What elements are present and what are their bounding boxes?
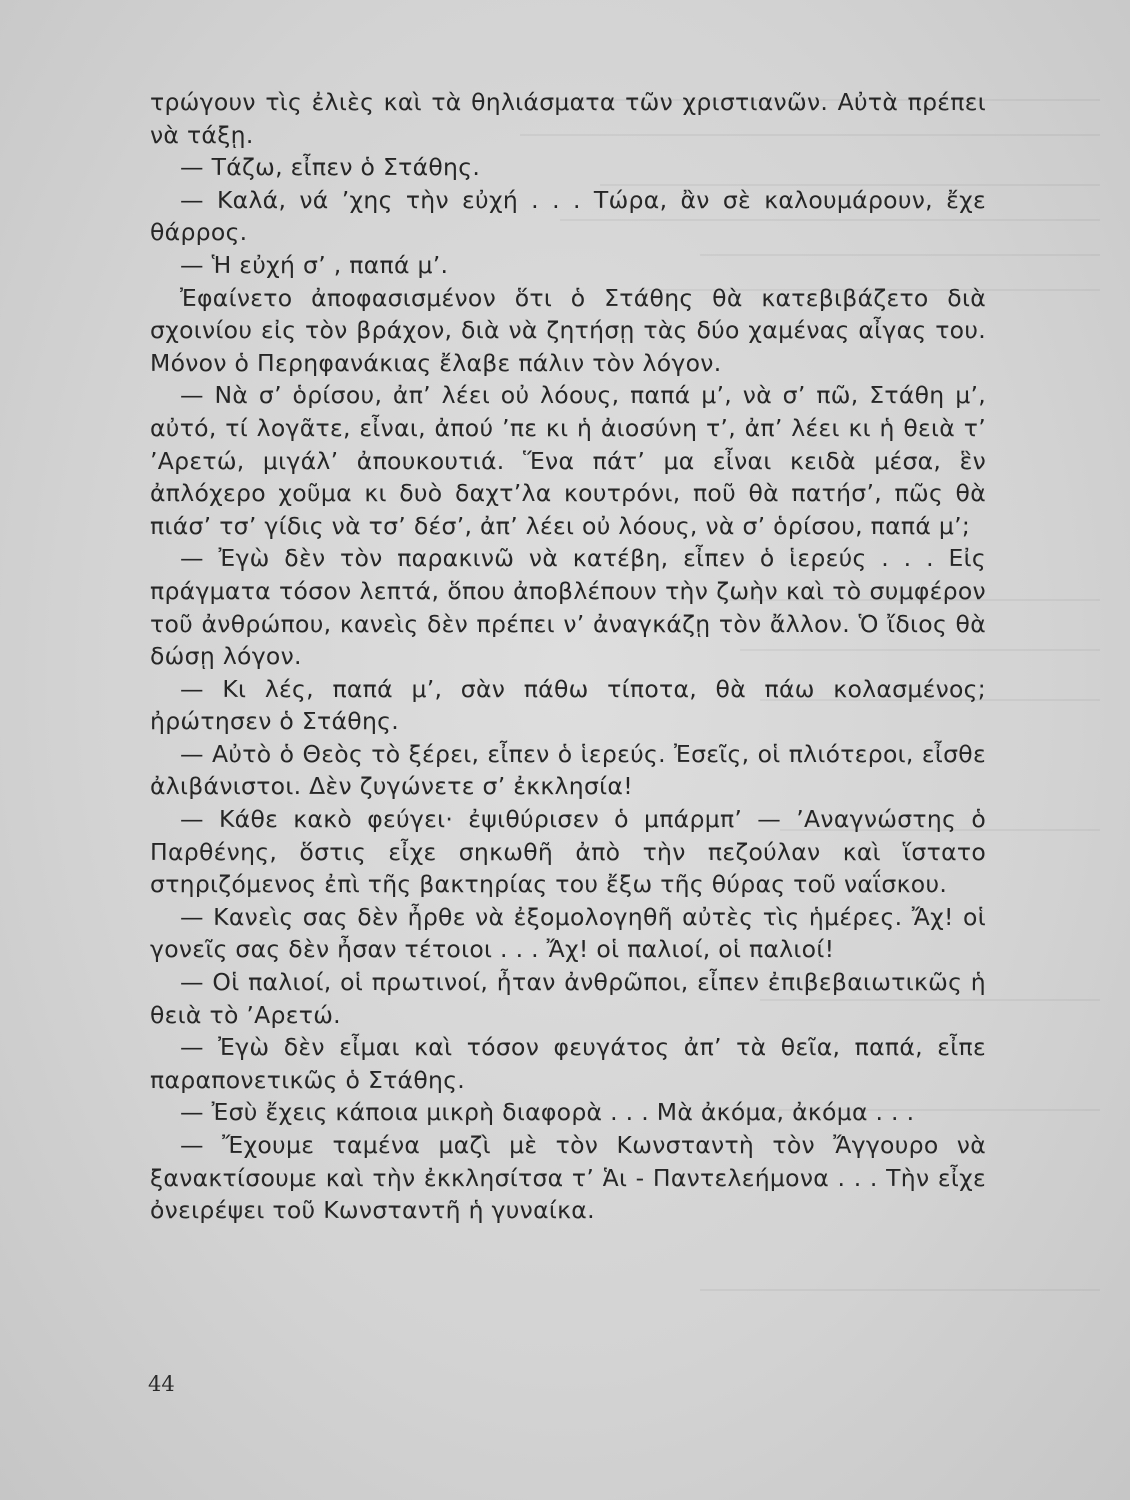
body-text — [150, 86, 986, 1227]
paragraph: — Κάθε κακὸ φεύγει· ἐψιθύρισεν ὁ μπάρμπ’ — ’Αναγνώστης ὁ Παρθένης, ὅστις εἶχε σηκωθῆ ἀπὸ τὴν πεζούλαν καὶ ἵστατο στηριζόμενος ἐπὶ τῆς βακτηρίας του ἔξω τῆς θύρας τοῦ ναΐσκου. — [150, 805, 986, 899]
paragraph: — Ἐγὼ δὲν εἶμαι καὶ τόσον φευγάτος ἀπ’ τὰ θεῖα, παπά, εἶπε παραπονετικῶς ὁ Στάθης. — [150, 1033, 986, 1094]
paragraph: — Κι λές, παπά μ’, σὰν πάθω τίποτα, θὰ πάω κολασμένος; ἠρώτησεν ὁ Στάθης. — [150, 674, 986, 736]
paragraph: — Ἔχουμε ταμένα μαζὶ μὲ τὸν Κωνσταντὴ τὸν Ἄγγουρο νὰ ξανακτίσουμε καὶ τὴν ἐκκλησίτσα τ’ Ἁι - Παντελεήμονα . . . Τὴν εἶχε ὀνειρέψει τοῦ Κωνσταντῆ ἡ γυναίκα. — [150, 1131, 986, 1225]
paragraph: — Καλά, νά ’χης τὴν εὐχή . . . Τώρα, ἂν σὲ καλουμάρουν, ἔχε θάρρος. — [150, 185, 986, 247]
paragraph: τρώγουν τὶς ἐλιὲς καὶ τὰ θηλιάσματα τῶν χριστιανῶν. Αὐτὰ πρέπει νὰ τάξῃ. — [150, 88, 986, 149]
page-number: 44 — [148, 1372, 175, 1396]
paragraph: — Ἐγὼ δὲν τὸν παρακινῶ νὰ κατέβη, εἶπεν ὁ ἱερεύς . . . Εἰς πράγματα τόσον λεπτά, ὅπου ἀποβλέπουν τὴν ζωὴν καὶ τὸ συμφέρον τοῦ ἀνθρώπου, κανεὶς δὲν πρέπει ν’ ἀναγκάζῃ τὸν ἄλλον. Ὁ ἴδιος θὰ δώσῃ λόγον. — [150, 544, 986, 671]
paragraph: — Ἡ εὐχή σ’ , παπά μ’. — [180, 250, 449, 279]
paragraph: — Αὐτὸ ὁ Θεὸς τὸ ξέρει, εἶπεν ὁ ἱερεύς. Ἐσεῖς, οἱ πλιότεροι, εἶσθε ἀλιβάνιστοι. Δὲν ζυγώνετε σ’ ἐκκλησία! — [150, 739, 986, 801]
paragraph: — Κανεὶς σας δὲν ἦρθε νὰ ἐξομολογηθῆ αὐτὲς τὶς ἡμέρες. Ἄχ! οἱ γονεῖς σας δὲν ἦσαν τέτοιοι . . . Ἄχ! οἱ παλιοί, οἱ παλιοί! — [150, 902, 986, 964]
paragraph: — Οἱ παλιοί, οἱ πρωτινοί, ἦταν ἀνθρῶποι, εἶπεν ἐπιβεβαιωτικῶς ἡ θειὰ τὸ ’Αρετώ. — [150, 968, 986, 1029]
paragraph: — Τάζω, εἶπεν ὁ Στάθης. — [180, 153, 481, 182]
paragraph: Ἐφαίνετο ἀποφασισμένον ὅτι ὁ Στάθης θὰ κατεβιβάζετο διὰ σχοινίου εἰς τὸν βράχον, διὰ νὰ ζητήσῃ τὰς δύο χαμένας αἶγας του. Μόνον ὁ Περηφανάκιας ἔλαβε πάλιν τὸν λόγον. — [150, 283, 986, 377]
paragraph: — Ἐσὺ ἔχεις κάποια μικρὴ διαφορὰ . . . Μὰ ἀκόμα, ἀκόμα . . . — [180, 1098, 915, 1127]
paragraph: — Νὰ σ’ ὁρίσου, ἀπ’ λέει οὐ λόους, παπά μ’, νὰ σ’ πῶ, Στάθη μ’, αὐτό, τί λογᾶτε, εἶναι, ἀπού ’πε κι ἡ ἀιοσύνη τ’, ἀπ’ λέει κι ἡ θειὰ τ’ ’Αρετώ, μιγάλ’ ἀπουκουτιά. Ἕνα πάτ’ μα εἶναι κειδὰ μέσα, ἓν ἀπλόχερο χοῦμα κι δυὸ δαχτ’λα κουτρόνι, ποῦ θὰ πατήσ’, πῶς θὰ πιάσ’ τσ’ γίδις νὰ τσ’ δέσ’, ἀπ’ λέει οὐ λόους, νὰ σ’ ὁρίσου, παπά μ’; — [150, 381, 986, 540]
